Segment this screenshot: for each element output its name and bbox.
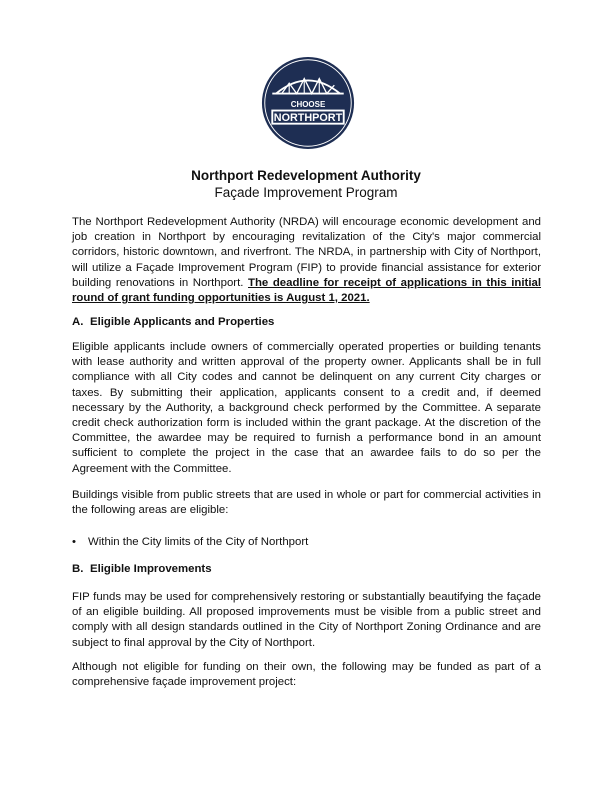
section-a-number: A. [72,316,84,328]
intro-text: The Northport Redevelopment Authority (NRDA) will encourage economic development and job creation in Northport by encouraging revitalization of the City's major commercial corridors, historic downtown, and riverfront. The NRDA, in partnership with City of Northport, will utilize a Façade Improvement Program (FIP) to provide financial assistance for exterior building renovations in Northport. [72,216,541,289]
eligible-buildings-paragraph: Buildings visible from public streets that are used in whole or part for commercial activities in the following areas are eligible: [72,489,541,517]
program-subtitle: Façade Improvement Program [214,185,398,200]
logo-choose-text: CHOOSE [290,99,326,109]
comprehensive-project-paragraph: Although not eligible for funding on their own, the following may be funded as part of a comprehensive façade improvement project: [72,661,541,689]
eligible-applicants-paragraph: Eligible applicants include owners of commercially operated properties or building tenants with lease authority and written approval of the property owner. Applicants shall be in full compliance with all City codes and cannot be delinquent on any current City charges or taxes. By submitting their application, applicants consent to a credit and, if deemed necessary by the Authority, a background check performed by the Committee. A separate credit check authorization form is included within the grant package. At the discretion of the Committee, the awardee may be required to furnish a performance bond in an amount sufficient to complete the project in the case that an awardee fails to do so per the Agreement with the Committee. [72,341,541,475]
section-b-heading [72,562,541,577]
bullet-icon: • [72,536,76,548]
intro-paragraph [72,215,541,306]
section-b-number: B. [72,563,84,575]
section-b-title: Eligible Improvements [90,563,212,575]
deadline-notice: The deadline for receipt of applications in this initial round of grant funding opportunities is August 1, 2021. [72,276,542,305]
section-a-heading [72,315,541,330]
section-a-title: Eligible Applicants and Properties [90,316,275,328]
org-title: Northport Redevelopment Authority [191,168,421,183]
list-item-text: Within the City limits of the City of Northport [88,536,309,548]
eligible-improvements-paragraph: FIP funds may be used for comprehensively restoring or substantially beautifying the façade of an eligible building. All proposed improvements must be visible from a public street and comply with all design standards outlined in the City of Northport Zoning Ordinance and are subject to final approval by the City of Northport. [72,591,541,649]
choose-northport-logo [261,56,355,150]
list-item [72,535,541,550]
logo-northport-text: NORTHPORT [273,111,343,124]
